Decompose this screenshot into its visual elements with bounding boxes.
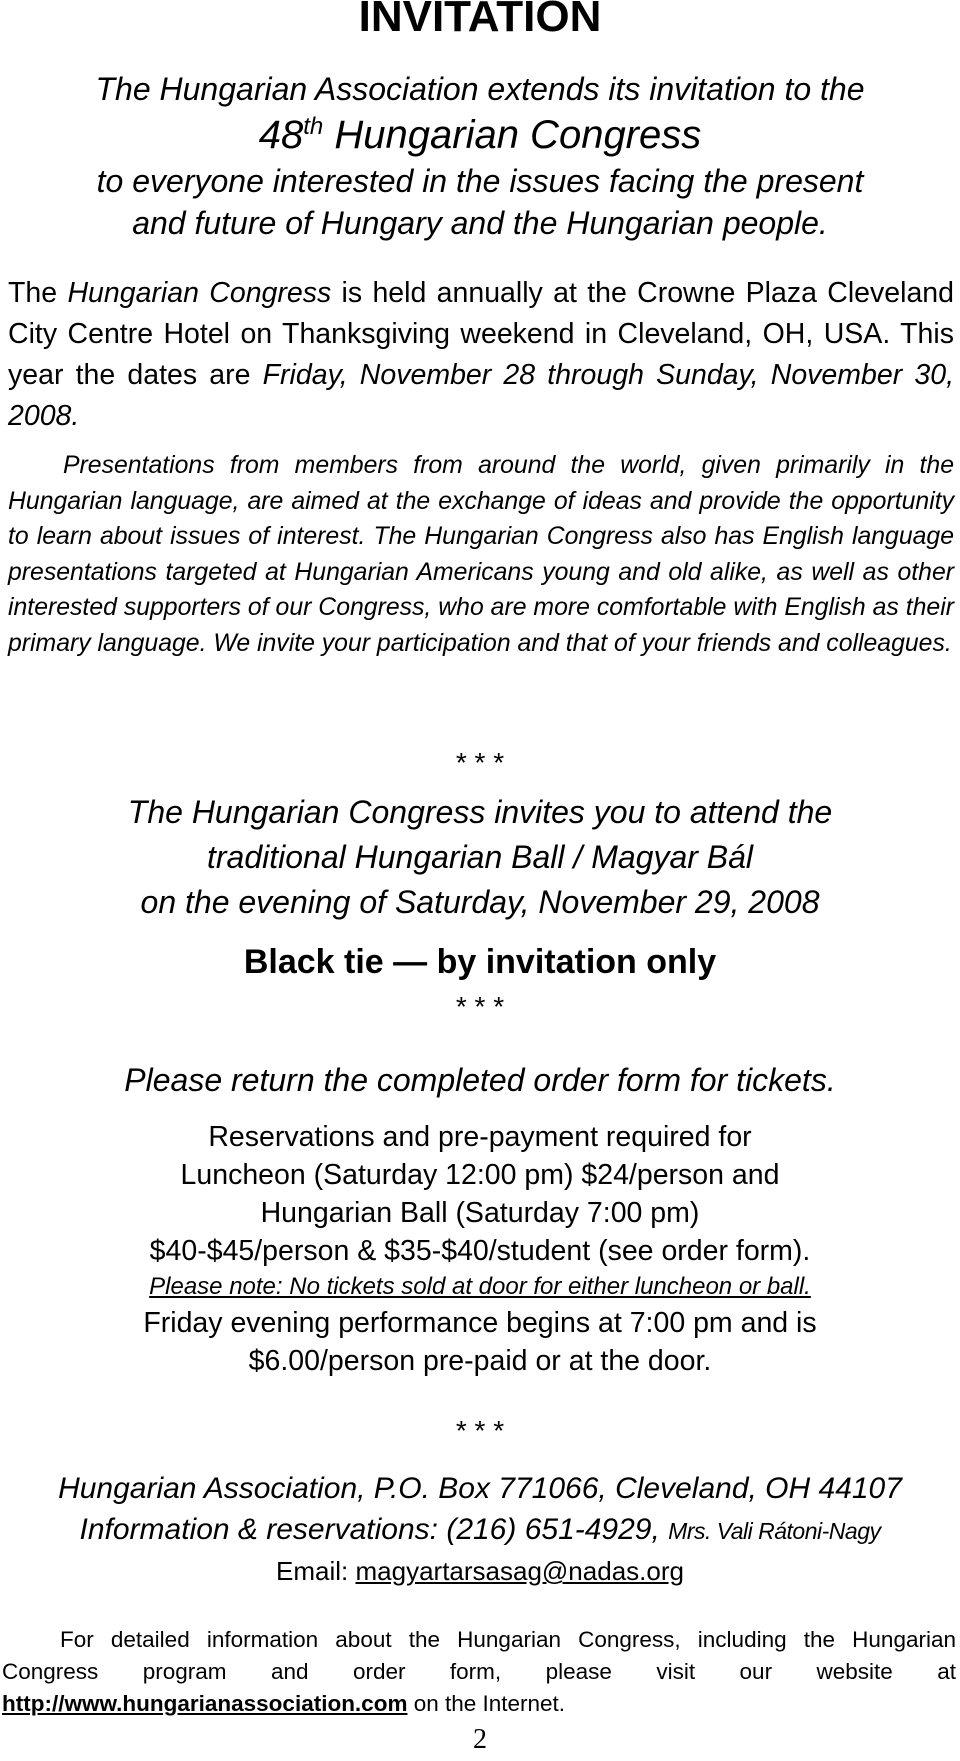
website-link[interactable]: http://www.hungarianassociation.com <box>2 1691 408 1716</box>
reservations-phone-line <box>0 1509 960 1552</box>
footer-tail: on the Internet. <box>407 1691 566 1716</box>
para1-text-1: The <box>8 277 68 309</box>
contact-person: Mrs. Vali Rátoni-Nagy <box>668 1518 881 1544</box>
ball-invitation <box>0 790 960 925</box>
return-order-form: Please return the completed order form for tickets. <box>124 1062 836 1098</box>
para1-congress: Hungarian Congress <box>67 277 332 309</box>
intro-line-3: to everyone interested in the issues facing the present <box>96 163 864 199</box>
contact-block <box>0 1468 960 1590</box>
para1-text-2: is held annually at the Crowne Plaza Cleveland City Centre Hotel on Thanksgiving weekend in Cleveland, OH, USA. This year the dates are <box>8 277 955 391</box>
reservations-line-2: Luncheon (Saturday 12:00 pm) $24/person and <box>180 1159 780 1191</box>
reservations-line-3: Hungarian Ball (Saturday 7:00 pm) <box>260 1197 700 1229</box>
ball-line-1: The Hungarian Congress invites you to attend the <box>127 794 833 830</box>
page-title: INVITATION <box>358 0 602 41</box>
reservations-phone: Information & reservations: (216) 651-4929, <box>79 1513 669 1546</box>
reservations-line-5: Friday evening performance begins at 7:00 pm and is <box>143 1307 817 1339</box>
reservations-line-6: $6.00/person pre-paid or at the door. <box>248 1345 712 1377</box>
separator-2: * * * <box>455 991 505 1022</box>
para1-dates: Friday, November 28 through Sunday, November 30, 2008. <box>8 359 954 432</box>
presentations-paragraph: Presentations from members from around the world, given primarily in the Hungarian language, are aimed at the exchange of ideas and provide the opportunity to learn about issues of interest. The Hungarian Congress also has English language presentations targeted at Hungarian Americans young and old alike, as well as other interested supporters of our Congress, who are more comfortable with English as their primary language. We invite your participation and that of your friends and colleagues. <box>8 452 954 657</box>
association-address: Hungarian Association, P.O. Box 771066, Cleveland, OH 44107 <box>58 1472 902 1505</box>
congress-number: 48 <box>258 113 304 157</box>
page-number: 2 <box>473 1724 487 1755</box>
reservations-line-1: Reservations and pre-payment required for <box>208 1121 752 1153</box>
website-paragraph <box>2 1624 956 1720</box>
email-label: Email: <box>276 1556 356 1586</box>
separator-1: * * * <box>455 747 505 778</box>
email-link[interactable]: magyartarsasag@nadas.org <box>355 1556 684 1586</box>
footer-text: For detailed information about the Hungarian Congress, including the Hungarian Congress program and order form, please visit our website at <box>2 1627 956 1684</box>
ball-line-2: traditional Hungarian Ball / Magyar Bál <box>206 839 754 875</box>
congress-name: Hungarian Congress <box>334 113 702 157</box>
intro-block <box>0 68 960 244</box>
congress-ordinal: th <box>303 113 324 140</box>
congress-heading <box>0 110 960 160</box>
dates-paragraph <box>8 273 954 437</box>
reservations-line-4: $40-$45/person & $35-$40/student (see order form). <box>149 1235 811 1267</box>
ball-line-3: on the evening of Saturday, November 29, 2008 <box>140 884 820 920</box>
black-tie-notice: Black tie — by invitation only <box>243 943 717 981</box>
separator-3: * * * <box>455 1415 505 1446</box>
intro-line-1: The Hungarian Association extends its invitation to the <box>95 71 865 107</box>
email-line <box>0 1552 960 1590</box>
reservations-block <box>0 1118 960 1380</box>
intro-line-4: and future of Hungary and the Hungarian people. <box>132 205 828 241</box>
no-tickets-note: Please note: No tickets sold at door for either luncheon or ball. <box>149 1273 811 1300</box>
